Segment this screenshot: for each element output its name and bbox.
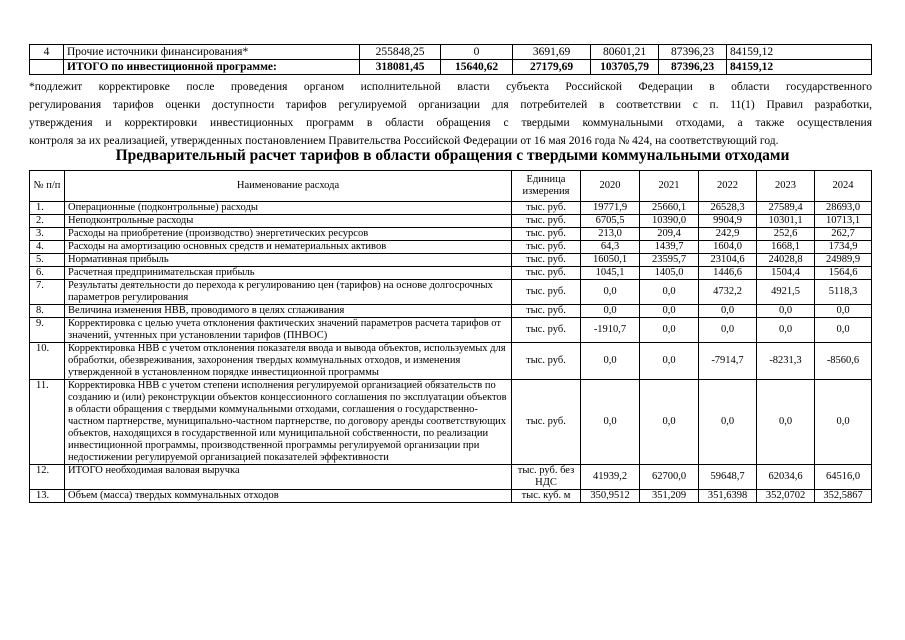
value-cell: 103705,79 [591, 60, 659, 75]
value-cell: 87396,23 [659, 45, 727, 60]
expense-name: Корректировка НВВ с учетом отклонения показателя ввода и вывода объектов, используемых для обработки, обезвреживания, захоронения твердых коммунальных отходов, и изменения утвержденной в установленном порядке инвестиционной программы [65, 343, 512, 380]
header-num: № п/п [30, 171, 65, 202]
value-cell: 25660,1 [640, 202, 699, 215]
row-name: Прочие источники финансирования* [64, 45, 360, 60]
value-cell: 87396,23 [659, 60, 727, 75]
value-cell: 15640,62 [441, 60, 513, 75]
value-cell: 0,0 [699, 380, 757, 465]
expense-name: Корректировка НВВ с учетом степени исполнения регулируемой организацией обязательств по созданию и (или) реконструкции объектов концессионного соглашения по эксплуатации объектов в области обращения с твердыми коммунальными отходами, соглашения о государственно-частном партнерстве, муниципально-частном партнерстве, по договору аренды соответствующих объектов, находящихся в государственной или муниципальной собственности, по реализации инвестиционной программы, производственной программы регулируемой организации при недостижении регулируемой организацией показателей эффективности [65, 380, 512, 465]
table-row [30, 280, 872, 305]
unit-cell: тыс. руб. [512, 267, 581, 280]
footnote-line: утверждения и корректировки инвестиционных программ в области обращения с твердыми коммунальными отходами, а также осуществления [29, 117, 872, 129]
expense-name: Расчетная предпринимательская прибыль [65, 267, 512, 280]
table-row [30, 202, 872, 215]
investment-program-table [29, 44, 872, 75]
value-cell: 16050,1 [581, 254, 640, 267]
row-number [30, 60, 64, 75]
value-cell: 84159,12 [727, 45, 872, 60]
row-number: 2. [30, 215, 65, 228]
header-unit: Единица измерения [512, 171, 581, 202]
value-cell: 23104,6 [699, 254, 757, 267]
value-cell: 213,0 [581, 228, 640, 241]
tariff-calculation-table [29, 170, 872, 503]
value-cell: 41939,2 [581, 465, 640, 490]
unit-cell: тыс. руб. [512, 215, 581, 228]
value-cell: 1045,1 [581, 267, 640, 280]
value-cell: 64,3 [581, 241, 640, 254]
header-name: Наименование расхода [65, 171, 512, 202]
value-cell: 23595,7 [640, 254, 699, 267]
header-year: 2024 [815, 171, 872, 202]
row-number: 4. [30, 241, 65, 254]
row-number: 3. [30, 228, 65, 241]
value-cell: 5118,3 [815, 280, 872, 305]
value-cell: 59648,7 [699, 465, 757, 490]
value-cell: 352,0702 [757, 490, 815, 503]
table-row [30, 490, 872, 503]
expense-name: Расходы на приобретение (производство) энергетических ресурсов [65, 228, 512, 241]
value-cell: 0,0 [699, 318, 757, 343]
unit-cell: тыс. руб. [512, 343, 581, 380]
header-year: 2022 [699, 171, 757, 202]
row-number: 9. [30, 318, 65, 343]
unit-cell: тыс. руб. [512, 241, 581, 254]
value-cell: 27589,4 [757, 202, 815, 215]
table-row [30, 343, 872, 380]
value-cell: 262,7 [815, 228, 872, 241]
row-number: 5. [30, 254, 65, 267]
value-cell: 28693,0 [815, 202, 872, 215]
footnote-line: регулирования тарифов оценки доступности тарифов регулируемой организации для потребителей в соответствии с п. 11(1) Правил разработки, [29, 99, 872, 111]
value-cell: 10713,1 [815, 215, 872, 228]
expense-name: Корректировка с целью учета отклонения фактических значений параметров расчета тарифов от значений, учтенных при установлении тарифов (ПНВОС) [65, 318, 512, 343]
table-row [30, 215, 872, 228]
unit-cell: тыс. руб. [512, 380, 581, 465]
row-number: 13. [30, 490, 65, 503]
value-cell: 62034,6 [757, 465, 815, 490]
value-cell: 0,0 [815, 318, 872, 343]
row-number: 1. [30, 202, 65, 215]
value-cell: 242,9 [699, 228, 757, 241]
value-cell: 0 [441, 45, 513, 60]
unit-cell: тыс. куб. м [512, 490, 581, 503]
expense-name: Расходы на амортизацию основных средств и нематериальных активов [65, 241, 512, 254]
value-cell: 27179,69 [513, 60, 591, 75]
value-cell: 352,5867 [815, 490, 872, 503]
unit-cell: тыс. руб. [512, 318, 581, 343]
value-cell: 1439,7 [640, 241, 699, 254]
expense-name: Результаты деятельности до перехода к регулированию цен (тарифов) на основе долгосрочных параметров регулирования [65, 280, 512, 305]
page-title: Предварительный расчет тарифов в области обращения с твердыми коммунальными отходами [115, 147, 790, 164]
unit-cell: тыс. руб. [512, 254, 581, 267]
unit-cell: тыс. руб. [512, 280, 581, 305]
total-row [30, 60, 872, 75]
value-cell: 4732,2 [699, 280, 757, 305]
header-row [30, 171, 872, 202]
value-cell: 1405,0 [640, 267, 699, 280]
table-row [30, 254, 872, 267]
row-number: 7. [30, 280, 65, 305]
value-cell: 1604,0 [699, 241, 757, 254]
expense-name: Объем (масса) твердых коммунальных отходов [65, 490, 512, 503]
value-cell: 24989,9 [815, 254, 872, 267]
value-cell: 1446,6 [699, 267, 757, 280]
expense-name: Нормативная прибыль [65, 254, 512, 267]
value-cell: 252,6 [757, 228, 815, 241]
table-row [30, 241, 872, 254]
unit-cell: тыс. руб. [512, 202, 581, 215]
value-cell: 0,0 [581, 380, 640, 465]
value-cell: 19771,9 [581, 202, 640, 215]
value-cell: 3691,69 [513, 45, 591, 60]
value-cell: 351,6398 [699, 490, 757, 503]
value-cell: 26528,3 [699, 202, 757, 215]
value-cell: 0,0 [699, 305, 757, 318]
value-cell: 24028,8 [757, 254, 815, 267]
footnote-line: контроля за их реализацией, утвержденных постановлением Правительства Российской Федерации от 16 мая 2016 года № 424, на соответствующий год. [29, 135, 779, 147]
unit-cell: тыс. руб. [512, 305, 581, 318]
header-year: 2023 [757, 171, 815, 202]
footnote-line: *подлежит корректировке после проведения органом исполнительной власти субъекта Российской Федерации в области государственного [29, 81, 872, 93]
value-cell: 84159,12 [727, 60, 872, 75]
row-number: 6. [30, 267, 65, 280]
value-cell: 0,0 [640, 343, 699, 380]
row-number: 8. [30, 305, 65, 318]
value-cell: 0,0 [815, 380, 872, 465]
table-row [30, 465, 872, 490]
value-cell: 62700,0 [640, 465, 699, 490]
value-cell: 0,0 [757, 380, 815, 465]
value-cell: 64516,0 [815, 465, 872, 490]
header-year: 2021 [640, 171, 699, 202]
value-cell: 6705,5 [581, 215, 640, 228]
value-cell: 0,0 [815, 305, 872, 318]
value-cell: 0,0 [581, 343, 640, 380]
value-cell: 0,0 [640, 380, 699, 465]
value-cell: -1910,7 [581, 318, 640, 343]
value-cell: 351,209 [640, 490, 699, 503]
table-row [30, 228, 872, 241]
expense-name: Неподконтрольные расходы [65, 215, 512, 228]
value-cell: 1668,1 [757, 241, 815, 254]
value-cell: 0,0 [757, 305, 815, 318]
value-cell: 4921,5 [757, 280, 815, 305]
value-cell: 10301,1 [757, 215, 815, 228]
value-cell: 0,0 [640, 318, 699, 343]
table-row [30, 305, 872, 318]
value-cell: 0,0 [640, 305, 699, 318]
row-number: 12. [30, 465, 65, 490]
value-cell: 1734,9 [815, 241, 872, 254]
unit-cell: тыс. руб. без НДС [512, 465, 581, 490]
value-cell: 1564,6 [815, 267, 872, 280]
expense-name: ИТОГО необходимая валовая выручка [65, 465, 512, 490]
row-number: 4 [30, 45, 64, 60]
row-number: 11. [30, 380, 65, 465]
table-row [30, 45, 872, 60]
total-value: 255848,25 [360, 45, 441, 60]
value-cell: 0,0 [640, 280, 699, 305]
table-row [30, 267, 872, 280]
value-cell: 1504,4 [757, 267, 815, 280]
table-row [30, 380, 872, 465]
value-cell: -8231,3 [757, 343, 815, 380]
unit-cell: тыс. руб. [512, 228, 581, 241]
total-value: 318081,45 [360, 60, 441, 75]
expense-name: Величина изменения НВВ, проводимого в целях сглаживания [65, 305, 512, 318]
value-cell: 10390,0 [640, 215, 699, 228]
footnote [29, 78, 872, 150]
table-row [30, 318, 872, 343]
value-cell: 350,9512 [581, 490, 640, 503]
value-cell: 209,4 [640, 228, 699, 241]
row-number: 10. [30, 343, 65, 380]
value-cell: 9904,9 [699, 215, 757, 228]
table-body [30, 202, 872, 503]
value-cell: -8560,6 [815, 343, 872, 380]
header-year: 2020 [581, 171, 640, 202]
value-cell: 0,0 [757, 318, 815, 343]
value-cell: 0,0 [581, 305, 640, 318]
value-cell: -7914,7 [699, 343, 757, 380]
expense-name: Операционные (подконтрольные) расходы [65, 202, 512, 215]
row-name: ИТОГО по инвестиционной программе: [64, 60, 360, 75]
value-cell: 80601,21 [591, 45, 659, 60]
value-cell: 0,0 [581, 280, 640, 305]
